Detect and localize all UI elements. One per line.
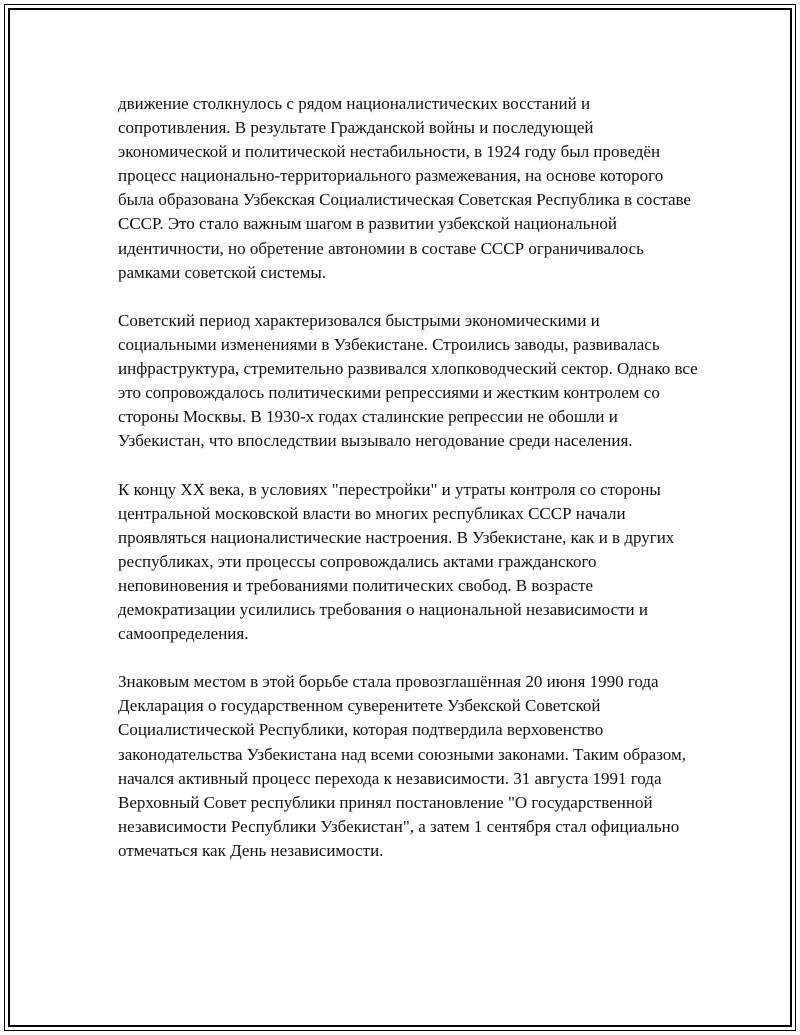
- paragraph-1: движение столкнулось с рядом националистических восстаний и сопротивления. В результате Гражданской войны и последующей экономической и политической нестабильности, в 1924 году был проведён процесс национально-территориального размежевания, на основе которого была образована Узбекская Социалистическая Советская Республика в составе СССР. Это стало важным шагом в развитии узбекской национальной идентичности, но обретение автономии в составе СССР ограничивалось рамками советской системы.: [118, 94, 691, 282]
- paragraph-4: Знаковым местом в этой борьбе стала провозглашённая 20 июня 1990 года Декларация о государственном суверенитете Узбекской Советской Социалистической Республики, которая подтвердила верховенство законодательства Узбекистана над всеми союзными законами. Таким образом, начался активный процесс перехода к независимости. 31 августа 1991 года Верховный Совет республики принял постановление "О государственной независимости Республики Узбекистан", а затем 1 сентября стал официально отмечаться как День независимости.: [118, 672, 686, 860]
- paragraph-3: К концу XX века, в условиях "перестройки" и утраты контроля со стороны центральной московской власти во многих республиках СССР начали проявляться националистические настроения. В Узбекистане, как и в других республиках, эти процессы сопровождались актами гражданского неповиновения и требованиями политических свобод. В возрасте демократизации усилились требования о национальной независимости и самоопределения.: [118, 479, 675, 644]
- document-body: [118, 92, 698, 887]
- paragraph-2: Советский период характеризовался быстрыми экономическими и социальными изменениями в Узбекистане. Строились заводы, развивалась инфраструктура, стремительно развивался хлопководческий сектор. Однако все это сопровождалось политическими репрессиями и жестким контролем со стороны Москвы. В 1930-х годах сталинские репрессии не обошли и Узбекистан, что впоследствии вызывало негодование среди населения.: [118, 310, 698, 451]
